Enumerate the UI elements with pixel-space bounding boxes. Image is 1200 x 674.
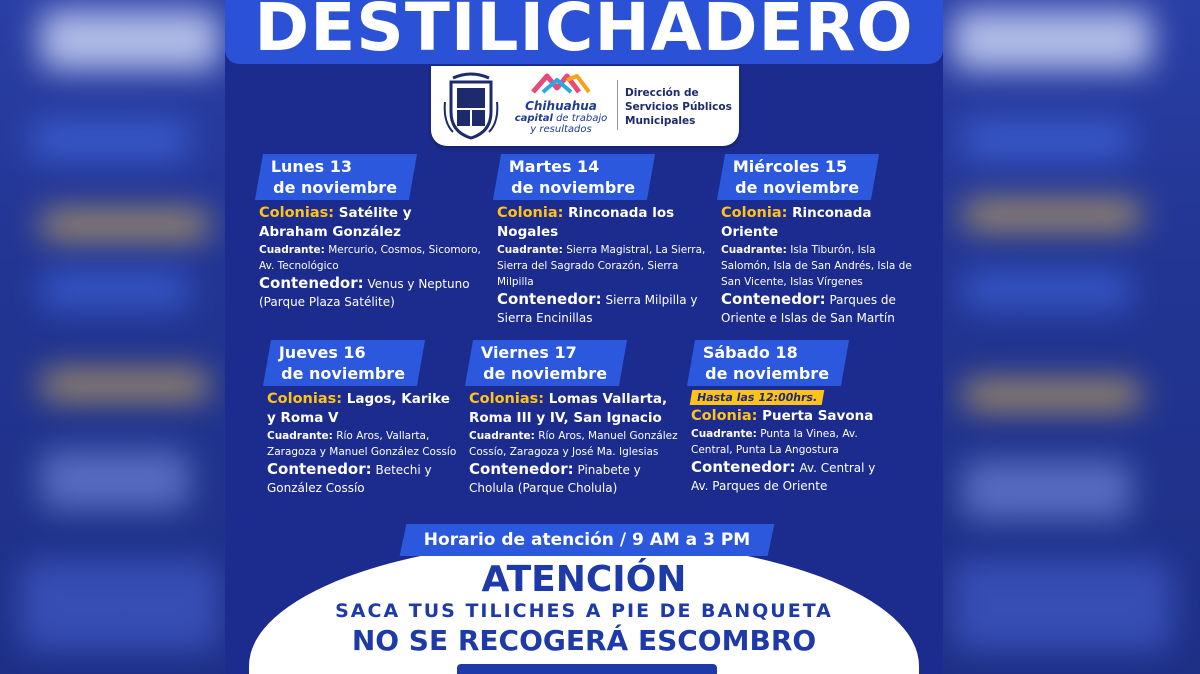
hours-banner: Horario de atención / 9 AM a 3 PM [400, 524, 775, 556]
brand-name: Chihuahua [525, 99, 597, 113]
colonias-value: Lagos, Karike y Roma V [267, 391, 450, 426]
brand-tagline-bold: capital [514, 113, 553, 124]
cuadrante-label: Cuadrante: [497, 244, 563, 256]
cuadrante-value: Río Aros, Vallarta, Zaragoza y Manuel González Cossío [267, 430, 457, 458]
day-header: Sábado 18 de noviembre [687, 340, 849, 386]
brand-tagline: de trabajo [552, 113, 608, 124]
day-block-martes [497, 154, 707, 327]
colonias-label: Colonias: [267, 391, 343, 407]
colonias-value: Lomas Vallarta, Roma III y IV, San Ignacio [469, 391, 668, 426]
colonias-label: Colonia: [497, 205, 564, 221]
attention-line-2: NO SE RECOGERÁ ESCOMBRO [351, 624, 817, 657]
hours-badge: Hasta las 12:00hrs. [690, 390, 825, 405]
contenedor-label: Contenedor: [267, 460, 372, 478]
day-block-viernes [469, 340, 681, 497]
blurred-background-left [0, 0, 230, 674]
contenedor-label: Contenedor: [259, 274, 364, 292]
attention-title: ATENCIÓN [481, 559, 687, 600]
logo-card [431, 66, 739, 146]
cuadrante-value: Isla Tiburón, Isla Salomón, Isla de San Andrés, Isla de San Vicente, Islas Vírgenes [721, 244, 912, 288]
colonias-value: Rinconada Oriente [721, 205, 872, 240]
day-header: Jueves 16 de noviembre [263, 340, 425, 386]
contenedor-value: Parques de Oriente e Islas de San Martín [721, 293, 896, 325]
cuadrante-label: Cuadrante: [721, 244, 787, 256]
cuadrante-label: Cuadrante: [469, 430, 535, 442]
brand-tagline-2: y resultados [530, 124, 592, 135]
colonias-value: Satélite y Abraham González [259, 205, 412, 240]
poster-title: DESTILICHADERO [254, 0, 914, 66]
poster [225, 0, 943, 674]
contenedor-label: Contenedor: [469, 460, 574, 478]
brand-mountains-icon [531, 72, 591, 94]
day-header: Lunes 13 de noviembre [255, 154, 417, 200]
colonias-label: Colonias: [469, 391, 545, 407]
bottom-banner [457, 664, 717, 674]
cuadrante-value: Sierra Magistral, La Sierra, Sierra del Sagrado Corazón, Sierra Milpilla [497, 244, 706, 288]
cuadrante-label: Cuadrante: [259, 244, 325, 256]
day-block-jueves [267, 340, 457, 497]
contenedor-value: Venus y Neptuno (Parque Plaza Satélite) [259, 277, 470, 309]
cuadrante-value: Río Aros, Manuel González Cossío, Zaragoza y José Ma. Iglesias [469, 430, 678, 458]
contenedor-label: Contenedor: [721, 290, 826, 308]
colonias-label: Colonia: [721, 205, 788, 221]
colonias-label: Colonias: [259, 205, 335, 221]
blurred-background-right [942, 0, 1200, 674]
day-block-miercoles [721, 154, 921, 327]
colonias-value: Puerta Savona [762, 408, 874, 424]
contenedor-label: Contenedor: [497, 290, 602, 308]
chihuahua-brand [509, 72, 613, 142]
contenedor-value: Pinabete y Cholula (Parque Cholula) [469, 463, 641, 495]
contenedor-label: Contenedor: [691, 458, 796, 476]
day-header: Miércoles 15 de noviembre [717, 154, 879, 200]
day-header: Martes 14 de noviembre [493, 154, 655, 200]
municipal-crest-icon [443, 72, 499, 140]
logo-divider [617, 80, 618, 130]
day-block-sabado [691, 340, 891, 495]
attention-line-1: SACA TUS TILICHES A PIE DE BANQUETA [335, 600, 833, 622]
cuadrante-label: Cuadrante: [267, 430, 333, 442]
contenedor-value: Sierra Milpilla y Sierra Encinillas [497, 293, 698, 325]
cuadrante-value: Punta la Vinea, Av. Central, Punta La Angostura [691, 428, 858, 456]
colonias-label: Colonia: [691, 408, 758, 424]
day-header: Viernes 17 de noviembre [465, 340, 627, 386]
cuadrante-label: Cuadrante: [691, 428, 757, 440]
contenedor-value: Betechi y González Cossío [267, 463, 432, 495]
contenedor-value: Av. Central y Av. Parques de Oriente [691, 461, 876, 493]
day-block-lunes [259, 154, 484, 311]
colonias-value: Rinconada los Nogales [497, 205, 675, 240]
department-name: Dirección de Servicios Públicos Municipales [625, 87, 732, 127]
cuadrante-value: Mercurio, Cosmos, Sicomoro, Av. Tecnológico [259, 244, 481, 272]
